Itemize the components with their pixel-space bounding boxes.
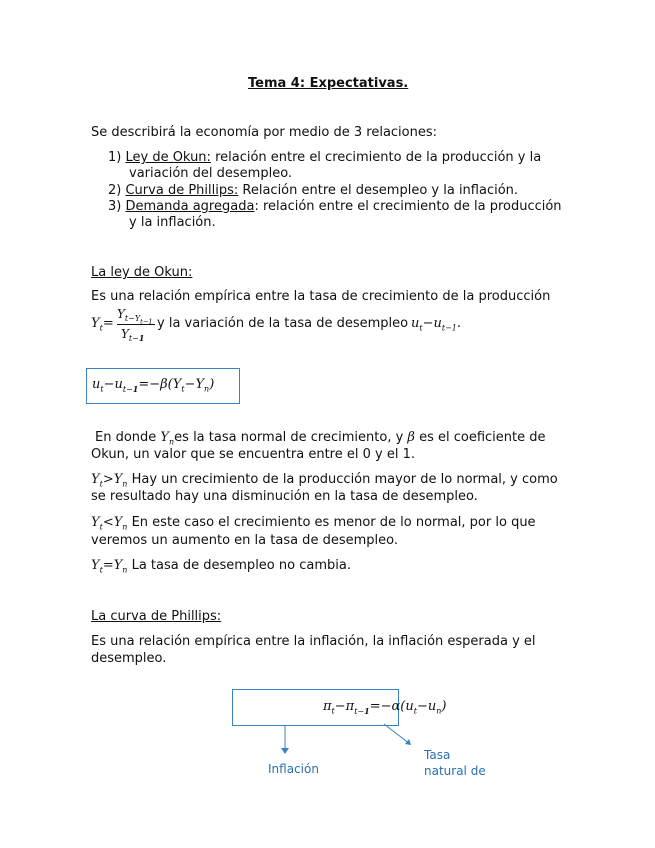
list-item-cont: variación del desempleo. [129, 166, 293, 181]
okun-paragraph-cont: y la variación de la tasa de desempleo [157, 316, 409, 331]
natural-rate-label-1: Tasa [424, 748, 451, 762]
intro-text: Se describirá la economía por medio de 3 relaciones: [91, 125, 438, 140]
list-term: Demanda agregada [125, 199, 255, 214]
list-item-cont: y la inflación. [129, 215, 216, 230]
math-growth-ratio: $Y_t=$ [91, 316, 114, 333]
list-term: Ley de Okun: [125, 150, 211, 165]
inflation-arrow [280, 726, 290, 756]
list-text: Relación entre el desempleo y la inflación. [238, 183, 519, 198]
okun-case-equal: $Y_t=Y_n$ La tasa de desempleo no cambia. [91, 558, 351, 575]
list-item [108, 199, 562, 215]
phillips-paragraph: Es una relación empírica entre la inflación, la inflación esperada y el [91, 634, 536, 649]
natural-rate-label-2: natural de [424, 764, 486, 778]
list-number: 1) [108, 150, 122, 165]
natural-rate-arrow [384, 724, 414, 750]
okun-description: En donde $Y_nes$ la tasa normal de crecimiento, y β es el coeficiente de [95, 430, 546, 447]
phillips-heading: La curva de Phillips: [91, 609, 222, 624]
okun-equation: $u_t-u_{t-1}=-\beta(Y_t-Y_n)$ [92, 377, 215, 394]
phillips-paragraph-cont: desempleo. [91, 651, 167, 666]
okun-equation-box [86, 368, 240, 404]
math-denominator: $Y_{t-1}$ [121, 327, 145, 344]
okun-case-less-cont: veremos un aumento en la tasa de desempleo. [91, 533, 398, 548]
okun-case-less: $Y_t<Y_n$ En este caso el crecimiento es menor de lo normal, por lo que [91, 515, 536, 532]
list-number: 3) [108, 199, 122, 214]
list-item [108, 183, 518, 199]
okun-description-cont: Okun, un valor que se encuentra entre el 0 y el 1. [91, 447, 415, 462]
list-text: : relación entre el crecimiento de la producción [254, 199, 562, 214]
fraction-bar [117, 324, 155, 325]
list-term: Curva de Phillips: [125, 183, 239, 198]
okun-heading: La ley de Okun: [91, 265, 193, 280]
page-title: Tema 4: Expectativas. [248, 76, 409, 91]
okun-case-greater-cont: se resultado hay una disminución en la tasa de desempleo. [91, 489, 478, 504]
list-text: relación entre el crecimiento de la producción y la [210, 150, 542, 165]
phillips-equation: $\pi_t-\pi_{t-1}=-\alpha(u_t-u_n)$ [323, 699, 447, 716]
inflation-label: Inflación [268, 762, 319, 776]
okun-paragraph: Es una relación empírica entre la tasa de crecimiento de la producción [91, 289, 551, 304]
list-item [108, 150, 541, 166]
list-number: 2) [108, 183, 122, 198]
math-unemployment-change: $u_t-u_{t-1}$. [411, 316, 462, 333]
okun-case-greater: $Y_t>Y_n$ Hay un crecimiento de la producción mayor de lo normal, y como [91, 472, 558, 489]
math-numerator: $Y_{t-Y_{t-1}}$ [117, 307, 153, 326]
